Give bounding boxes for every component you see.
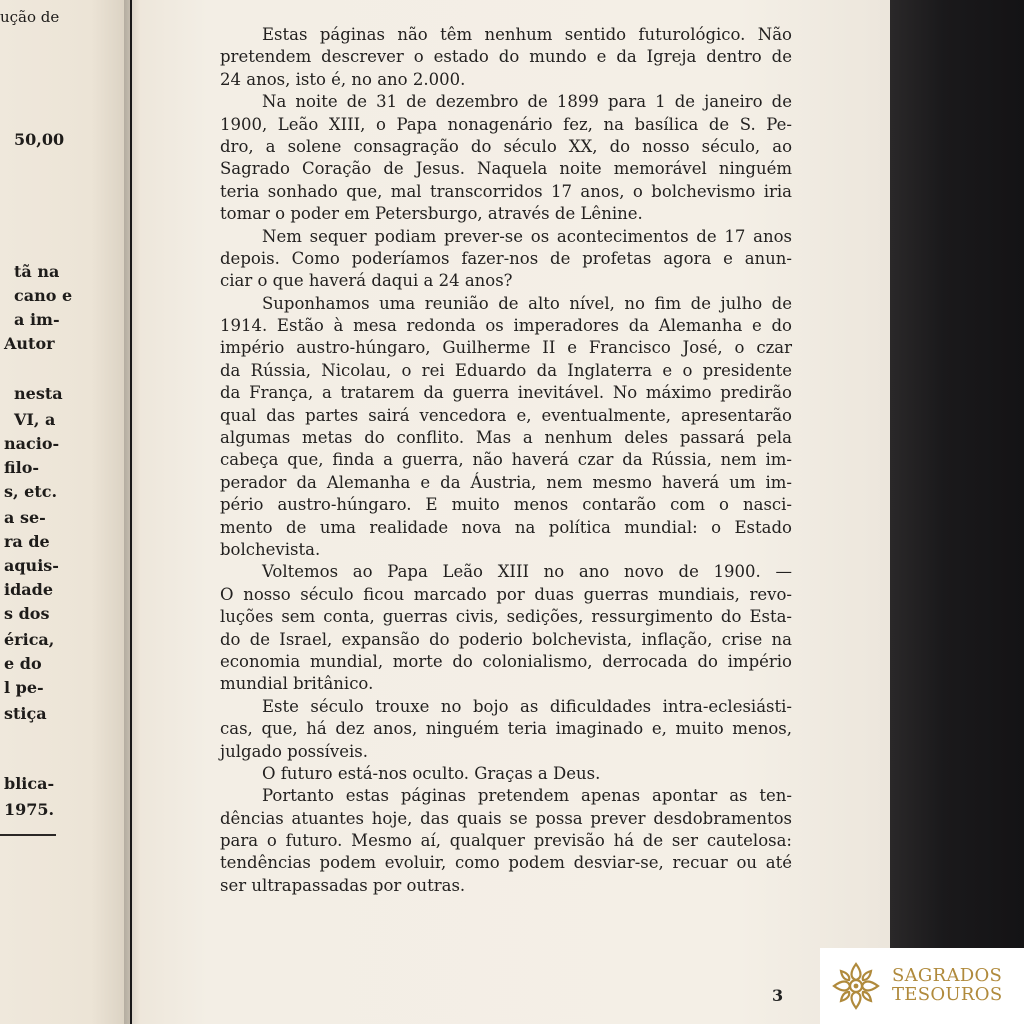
text-line: 24 anos, isto é, no ano 2.000. xyxy=(220,69,466,89)
text-line: pério austro-húngaro. E muito menos contarão com o nasci- xyxy=(220,495,792,515)
body-text xyxy=(220,24,792,897)
text-line: império austro-húngaro, Guilherme II e Francisco José, o czar xyxy=(220,338,792,358)
book-gutter xyxy=(124,0,140,1024)
text-line: Portanto estas páginas pretendem apenas apontar as ten- xyxy=(262,786,792,806)
watermark-logo xyxy=(820,948,1024,1024)
left-page-line: VI, a xyxy=(14,410,56,429)
text-line: depois. Como poderíamos fazer-nos de profetas agora e anun- xyxy=(220,248,792,268)
text-line: algumas metas do conflito. Mas a nenhum deles passará pela xyxy=(220,428,792,448)
text-line: do de Israel, expansão do poderio bolchevista, inflação, crise na xyxy=(220,629,792,649)
left-page-line: e do xyxy=(4,654,42,673)
text-line: 1914. Estão à mesa redonda os imperadores da Alemanha e do xyxy=(220,316,792,336)
text-line: Sagrado Coração de Jesus. Naquela noite memorável ninguém xyxy=(220,159,792,179)
left-page xyxy=(0,0,130,1024)
left-page-line: érica, xyxy=(4,630,55,649)
text-line: O nosso século ficou marcado por duas guerras mundiais, revo- xyxy=(220,584,792,604)
left-page-line: blica- xyxy=(4,774,55,793)
text-line: 1900, Leão XIII, o Papa nonagenário fez, na basílica de S. Pe- xyxy=(220,114,792,134)
left-page-line: 50,00 xyxy=(14,130,65,149)
text-line: economia mundial, morte do colonialismo, derrocada do império xyxy=(220,651,792,671)
watermark-line1: SAGRADOS xyxy=(892,965,1003,986)
left-page-line: stiça xyxy=(4,704,47,723)
text-line: pretendem descrever o estado do mundo e da Igreja dentro de xyxy=(220,47,792,67)
text-line: ser ultrapassadas por outras. xyxy=(220,875,466,895)
divider-rule xyxy=(0,834,56,836)
watermark-line2: TESOUROS xyxy=(892,984,1003,1005)
left-page-line: s, etc. xyxy=(4,482,58,501)
text-line: tomar o poder em Petersburgo, através de Lênine. xyxy=(220,204,643,224)
text-line: Suponhamos uma reunião de alto nível, no fim de julho de xyxy=(262,293,792,313)
left-page-line: Autor xyxy=(4,334,55,353)
ornament-icon xyxy=(828,958,884,1014)
left-page-line: nacio- xyxy=(4,434,60,453)
left-page-line: filo- xyxy=(4,458,40,477)
text-line: para o futuro. Mesmo aí, qualquer previsão há de ser cautelosa: xyxy=(220,831,792,851)
text-line: Estas páginas não têm nenhum sentido futurológico. Não xyxy=(262,25,792,44)
text-line: Este século trouxe no bojo as dificuldades intra-eclesiásti- xyxy=(262,696,792,716)
watermark-text xyxy=(892,966,1002,1004)
text-line: Voltemos ao Papa Leão XIII no ano novo de 1900. — xyxy=(262,562,792,582)
text-line: Nem sequer podiam prever-se os acontecimentos de 17 anos xyxy=(262,226,792,246)
background-edge xyxy=(890,0,1024,1024)
left-page-line: s dos xyxy=(4,604,50,623)
text-line: cabeça que, finda a guerra, não haverá czar da Rússia, nem im- xyxy=(220,450,792,470)
text-line: mento de uma realidade nova na política mundial: o Estado xyxy=(220,517,792,537)
left-page-line: tã na xyxy=(14,262,60,281)
left-page-line: a im- xyxy=(14,310,60,329)
left-page-line: 1975. xyxy=(4,800,55,819)
text-line: dências atuantes hoje, das quais se possa prever desdobramentos xyxy=(220,808,792,828)
text-line: dro, a solene consagração do século XX, do nosso século, ao xyxy=(220,136,792,156)
left-page-line: ra de xyxy=(4,532,50,551)
text-line: cas, que, há dez anos, ninguém teria imaginado e, muito menos, xyxy=(220,719,792,739)
text-line: teria sonhado que, mal transcorridos 17 anos, o bolchevismo iria xyxy=(220,181,792,201)
text-line: O futuro está-nos oculto. Graças a Deus. xyxy=(262,763,601,783)
text-line: tendências podem evoluir, como podem desviar-se, recuar ou até xyxy=(220,853,792,873)
text-line: mundial britânico. xyxy=(220,674,374,694)
page-number: 3 xyxy=(772,986,784,1005)
left-page-line: a se- xyxy=(4,508,46,527)
text-line: da França, a tratarem da guerra inevitável. No máximo predirão xyxy=(220,383,792,403)
text-line: da Rússia, Nicolau, o rei Eduardo da Inglaterra e o presidente xyxy=(220,360,792,380)
text-line: ciar o que haverá daqui a 24 anos? xyxy=(220,271,513,291)
text-line: bolchevista. xyxy=(220,539,321,559)
left-page-line: l pe- xyxy=(4,678,44,697)
text-line: qual das partes sairá vencedora e, eventualmente, apresentarão xyxy=(220,405,792,425)
left-page-line: nesta xyxy=(14,384,63,403)
text-line: luções sem conta, guerras civis, sedições, ressurgimento do Esta- xyxy=(220,607,792,627)
left-page-line: idade xyxy=(4,580,53,599)
text-line: Na noite de 31 de dezembro de 1899 para 1 de janeiro de xyxy=(262,92,792,112)
text-line: julgado possíveis. xyxy=(220,741,368,761)
text-line: perador da Alemanha e da Áustria, nem mesmo haverá um im- xyxy=(220,472,792,492)
left-page-line: cano e xyxy=(14,286,73,305)
left-page-line: aquis- xyxy=(4,556,59,575)
left-page-line: ução de xyxy=(0,8,60,26)
